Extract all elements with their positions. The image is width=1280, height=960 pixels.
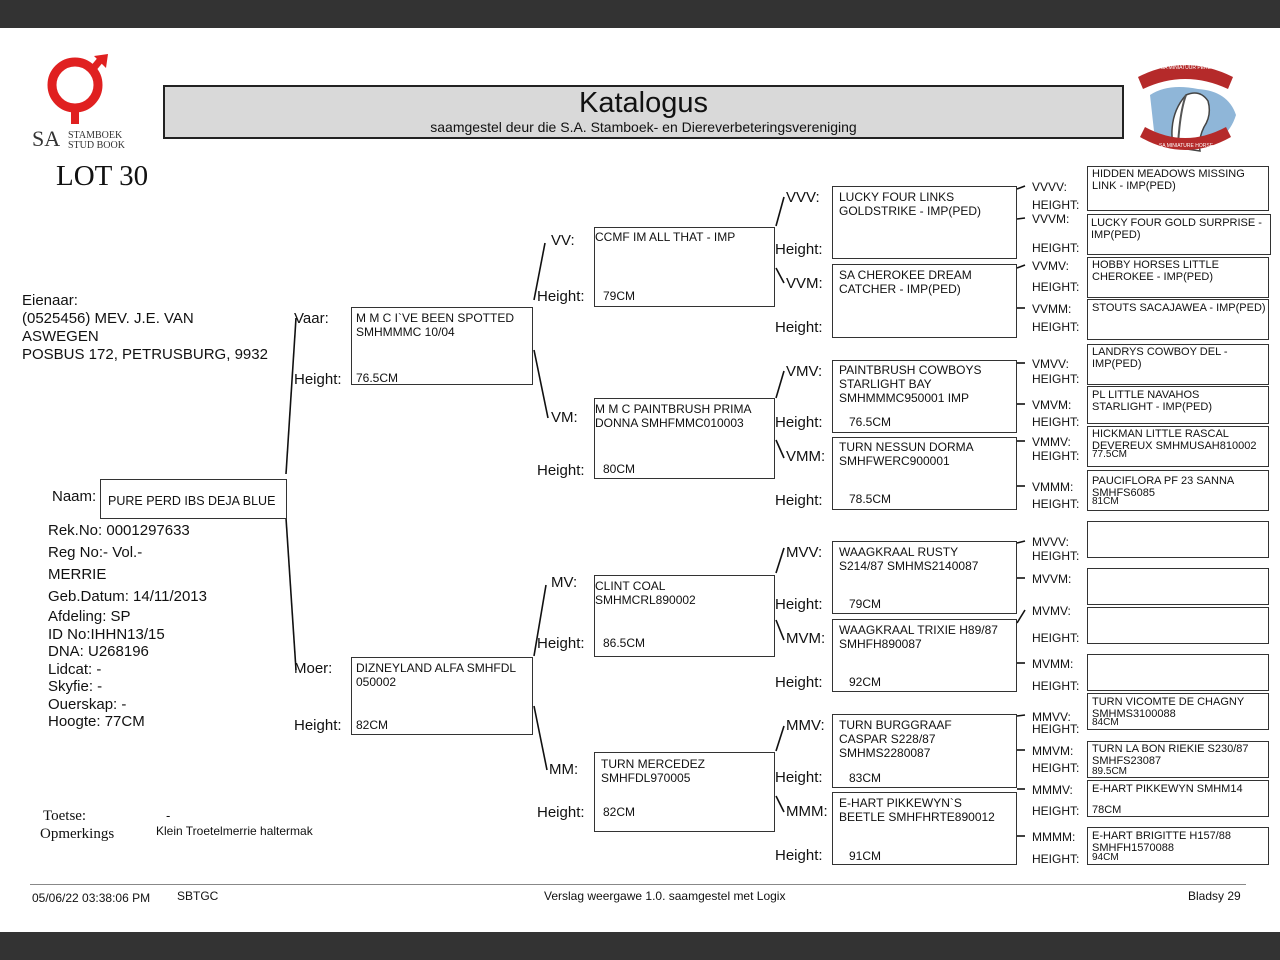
gen3-height-label: Height: — [775, 241, 823, 258]
logo-sa-text: SA — [32, 126, 61, 151]
footer-datetime: 05/06/22 03:38:06 PM — [32, 891, 151, 905]
pedigree-box-mv — [594, 575, 775, 657]
pedigree-box-mmvv — [1087, 693, 1269, 730]
gen1-label: Moer: — [294, 660, 333, 677]
gen4-height-label: HEIGHT: — [1032, 372, 1080, 386]
pedigree-box-vmv — [832, 360, 1017, 433]
logo-studbook-text: STUD BOOK — [68, 140, 125, 151]
pedigree-box-mmmm — [1087, 827, 1269, 865]
id-no: ID No:IHHN13/15 — [48, 625, 165, 643]
gen3-label: VMV: — [786, 363, 823, 380]
gen4-height-label: HEIGHT: — [1032, 497, 1080, 511]
pedigree-box-vvmv — [1087, 257, 1269, 298]
banner-subtitle: saamgestel deur die S.A. Stamboek- en Diereverbeteringsvereniging — [430, 119, 857, 135]
gen1-height-label: Height: — [294, 371, 342, 388]
pedigree-name: LUCKY FOUR GOLD SURPRISE - IMP(PED) — [1091, 217, 1262, 241]
gen4-label: MMVM: — [1032, 744, 1074, 758]
animal-details — [48, 520, 207, 608]
pedigree-box-mmvm — [1087, 741, 1269, 778]
pedigree-name: WAAGKRAAL RUSTY S214/87 SMHMS2140087 — [839, 545, 979, 573]
gen2-label: MM: — [549, 761, 579, 778]
pedigree-box-vvvv — [1087, 166, 1269, 211]
opmerkings-label: Opmerkings — [40, 826, 115, 842]
pedigree-height: 78.5CM — [849, 492, 892, 506]
pedigree-box-vvm — [832, 264, 1017, 338]
gen2-height-label: Height: — [537, 804, 585, 821]
name-label: Naam: — [52, 488, 97, 505]
gen2-label: VM: — [551, 409, 578, 426]
pedigree-height: 78CM — [1092, 804, 1122, 816]
pedigree-box-vmvv — [1087, 344, 1269, 385]
footer-page: Bladsy 29 — [1188, 889, 1241, 903]
pedigree-name: STOUTS SACAJAWEA - IMP(PED) — [1092, 302, 1266, 314]
skyfie: Skyfie: - — [48, 678, 103, 695]
footer-code: SBTGC — [177, 889, 219, 903]
pedigree-box-vmvm — [1087, 386, 1269, 424]
pedigree-box-mm — [594, 752, 775, 832]
pedigree-name: LUCKY FOUR LINKS GOLDSTRIKE - IMP(PED) — [839, 190, 982, 218]
gen4-height-label: HEIGHT: — [1032, 761, 1080, 775]
gen4-label: MVMM: — [1032, 657, 1074, 671]
pedigree-name: PAUCIFLORA PF 23 SANNA SMHFS6085 — [1092, 475, 1235, 499]
pedigree-name: M M C I`VE BEEN SPOTTED SMHMMMC 10/04 — [356, 311, 515, 339]
gen4-label: MVVM: — [1032, 572, 1072, 586]
pedigree-height: 91CM — [849, 849, 882, 863]
gen3-label: VVV: — [786, 189, 820, 206]
gen3-height-label: Height: — [775, 319, 823, 336]
pedigree-box-mmv — [832, 714, 1017, 788]
pedigree-height: 84CM — [1092, 717, 1119, 728]
animal-name: PURE PERD IBS DEJA BLUE — [108, 494, 276, 508]
pedigree-height: 86.5CM — [603, 636, 646, 650]
pedigree-name: HICKMAN LITTLE RASCAL DEVEREUX SMHMUSAH810002 — [1092, 428, 1257, 452]
pedigree-name: HOBBY HORSES LITTLE CHEROKEE - IMP(PED) — [1092, 259, 1219, 283]
pedigree-box-vmmv — [1087, 426, 1269, 467]
pedigree-box-vvmm — [1087, 299, 1269, 340]
reg-no: Reg No:- Vol.- — [48, 544, 143, 561]
pedigree-box-mvm — [832, 619, 1017, 692]
gen4-label: MMVV: — [1032, 710, 1071, 724]
gen2-height-label: Height: — [537, 462, 585, 479]
afdeling: Afdeling: SP — [48, 608, 131, 625]
gen4-height-label: HEIGHT: — [1032, 198, 1080, 212]
gen3-label: MMV: — [786, 717, 825, 734]
pedigree-name: TURN BURGGRAAF CASPAR S228/87 SMHMS2280087 — [839, 718, 952, 760]
pedigree-height: 79CM — [603, 289, 636, 303]
gen4-height-label: HEIGHT: — [1032, 280, 1080, 294]
pedigree-height: 81CM — [1092, 496, 1119, 507]
gen4-height-label: HEIGHT: — [1032, 320, 1080, 334]
gen3-height-label: Height: — [775, 596, 823, 613]
logo-stamboek-text: STAMBOEK — [68, 130, 123, 141]
gen4-height-label: HEIGHT: — [1032, 449, 1080, 463]
pedigree-height: 80CM — [603, 462, 636, 476]
pedigree-name: E-HART PIKKEWYN SMHM14 — [1092, 783, 1243, 795]
birth-date: Geb.Datum: 14/11/2013 — [48, 588, 207, 605]
pedigree-box-mvmv — [1087, 607, 1269, 644]
pedigree-box-vaar — [351, 307, 533, 385]
gen4-label: VMVV: — [1032, 357, 1069, 371]
gen4-height-label: HEIGHT: — [1032, 804, 1080, 818]
pedigree-name: E-HART PIKKEWYN`S BEETLE SMHFHRTE890012 — [839, 796, 995, 824]
gen2-height-label: Height: — [537, 288, 585, 305]
gen4-label: VMVM: — [1032, 398, 1072, 412]
toetse-label: Toetse: — [43, 808, 87, 824]
sex: MERRIE — [48, 566, 107, 583]
gen4-label: MVVV: — [1032, 535, 1069, 549]
pedigree-name: SA CHEROKEE DREAM CATCHER - IMP(PED) — [839, 268, 972, 296]
gen4-label: VVVM: — [1032, 212, 1070, 226]
gen3-label: MMM: — [786, 803, 828, 820]
gen3-height-label: Height: — [775, 414, 823, 431]
dna: DNA: U268196 — [48, 643, 149, 660]
lidcat: Lidcat: - — [48, 660, 102, 678]
gen4-label: VVMV: — [1032, 259, 1069, 273]
pedigree-name: CLINT COAL SMHMCRL890002 — [595, 579, 696, 607]
gen1-label: Vaar: — [294, 310, 329, 327]
pedigree-box-mmm — [832, 792, 1017, 865]
pedigree-box-vvvm — [1087, 214, 1271, 255]
pedigree-box-vm — [594, 398, 775, 479]
gen4-label: VMMV: — [1032, 435, 1071, 449]
pedigree-name: LANDRYS COWBOY DEL - IMP(PED) — [1092, 346, 1228, 370]
gen3-height-label: Height: — [775, 492, 823, 509]
gen4-label: MMMV: — [1032, 783, 1073, 797]
footer-divider — [30, 884, 1246, 885]
pedigree-height: 76.5CM — [356, 371, 399, 385]
ouerskap: Ouerskap: - — [48, 695, 127, 713]
gen3-label: VVM: — [786, 275, 823, 292]
pedigree-box-moer — [351, 657, 533, 735]
gen4-height-label: HEIGHT: — [1032, 549, 1080, 563]
gen2-label: MV: — [551, 574, 578, 591]
pedigree-height: 82CM — [356, 718, 389, 732]
opmerkings-value: Klein Troetelmerrie haltermak — [156, 824, 313, 838]
rek-no: Rek.No: 0001297633 — [48, 522, 190, 539]
gen2-height-label: Height: — [537, 635, 585, 652]
pedigree-box-mvmm — [1087, 654, 1269, 691]
pedigree-height: 83CM — [849, 771, 882, 785]
pedigree-box-mvvv — [1087, 521, 1269, 558]
gen3-height-label: Height: — [775, 769, 823, 786]
pedigree-height: 82CM — [603, 805, 636, 819]
lot-number: LOT 30 — [56, 160, 149, 192]
gen2-label: VV: — [551, 232, 575, 249]
footer-version: Verslag weergawe 1.0. saamgestel met Logix — [544, 889, 786, 903]
pedigree-name: HIDDEN MEADOWS MISSING LINK - IMP(PED) — [1092, 168, 1245, 192]
pedigree-height: 77.5CM — [1092, 449, 1128, 460]
gen4-label: MMMM: — [1032, 830, 1076, 844]
gen3-label: MVM: — [786, 630, 826, 647]
pedigree-name: TURN MERCEDEZ SMHFDL970005 — [601, 757, 705, 785]
gen4-label: VVVV: — [1032, 180, 1067, 194]
gen4-height-label: HEIGHT: — [1032, 631, 1080, 645]
pedigree-box-vmm — [832, 437, 1017, 510]
pedigree-box-vmmm — [1087, 470, 1269, 511]
pedigree-name: TURN VICOMTE DE CHAGNY SMHMS3100088 — [1092, 696, 1245, 720]
pedigree-box-mvvm — [1087, 568, 1269, 605]
pedigree-height: 89.5CM — [1092, 766, 1128, 777]
logo-top-text: SA MINIATUUR PERD — [1160, 65, 1212, 71]
gen3-height-label: Height: — [775, 674, 823, 691]
banner-title: Katalogus — [579, 87, 708, 119]
pedigree-height: 94CM — [1092, 852, 1119, 863]
pedigree-box-mvv — [832, 541, 1017, 614]
pedigree-height: 92CM — [849, 675, 882, 689]
pedigree-name: DIZNEYLAND ALFA SMHFDL 050002 — [356, 661, 517, 689]
gen1-height-label: Height: — [294, 717, 342, 734]
toetse-value: - — [166, 808, 171, 823]
gen3-label: MVV: — [786, 544, 823, 561]
hoogte: Hoogte: 77CM — [48, 713, 145, 730]
pedigree-box-vv — [594, 227, 775, 307]
pedigree-name: TURN LA BON RIEKIE S230/87 SMHFS23087 — [1092, 743, 1249, 767]
pedigree-name: WAAGKRAAL TRIXIE H89/87 SMHFH890087 — [839, 623, 998, 651]
gen4-label: VMMM: — [1032, 480, 1074, 494]
gen4-label: VVMM: — [1032, 302, 1072, 316]
gen4-height-label: HEIGHT: — [1032, 241, 1080, 255]
logo-bottom-text: SA MINIATURE HORSE — [1158, 143, 1214, 149]
pedigree-height: 79CM — [849, 597, 882, 611]
gen4-height-label: HEIGHT: — [1032, 415, 1080, 429]
pedigree-name: TURN NESSUN DORMA SMHFWERC900001 — [839, 440, 974, 468]
owner-line-2: ASWEGEN — [22, 328, 99, 345]
gen3-label: VMM: — [786, 448, 826, 465]
pedigree-box-vvv — [832, 186, 1017, 259]
owner-line-3: POSBUS 172, PETRUSBURG, 9932 — [22, 346, 268, 363]
pedigree-name: PL LITTLE NAVAHOS STARLIGHT - IMP(PED) — [1092, 389, 1212, 413]
pedigree-name: M M C PAINTBRUSH PRIMA DONNA SMHFMMC010003 — [595, 402, 752, 430]
gen4-height-label: HEIGHT: — [1032, 722, 1080, 736]
gen3-height-label: Height: — [775, 847, 823, 864]
gen4-label: MVMV: — [1032, 604, 1071, 618]
gen4-height-label: HEIGHT: — [1032, 852, 1080, 866]
pedigree-box-mmmv — [1087, 780, 1269, 817]
owner-line-1: (0525456) MEV. J.E. VAN — [22, 310, 194, 327]
gen4-height-label: HEIGHT: — [1032, 679, 1080, 693]
pedigree-name: PAINTBRUSH COWBOYS STARLIGHT BAY SMHMMMC950001 IMP — [839, 363, 982, 405]
animal-name-box — [100, 479, 287, 519]
owner-label: Eienaar: — [22, 292, 78, 309]
animal-details-2 — [48, 608, 165, 731]
pedigree-name: E-HART BRIGITTE H157/88 SMHFH1570088 — [1092, 830, 1231, 854]
pedigree-name: CCMF IM ALL THAT - IMP — [595, 230, 736, 244]
pedigree-height: 76.5CM — [849, 415, 892, 429]
